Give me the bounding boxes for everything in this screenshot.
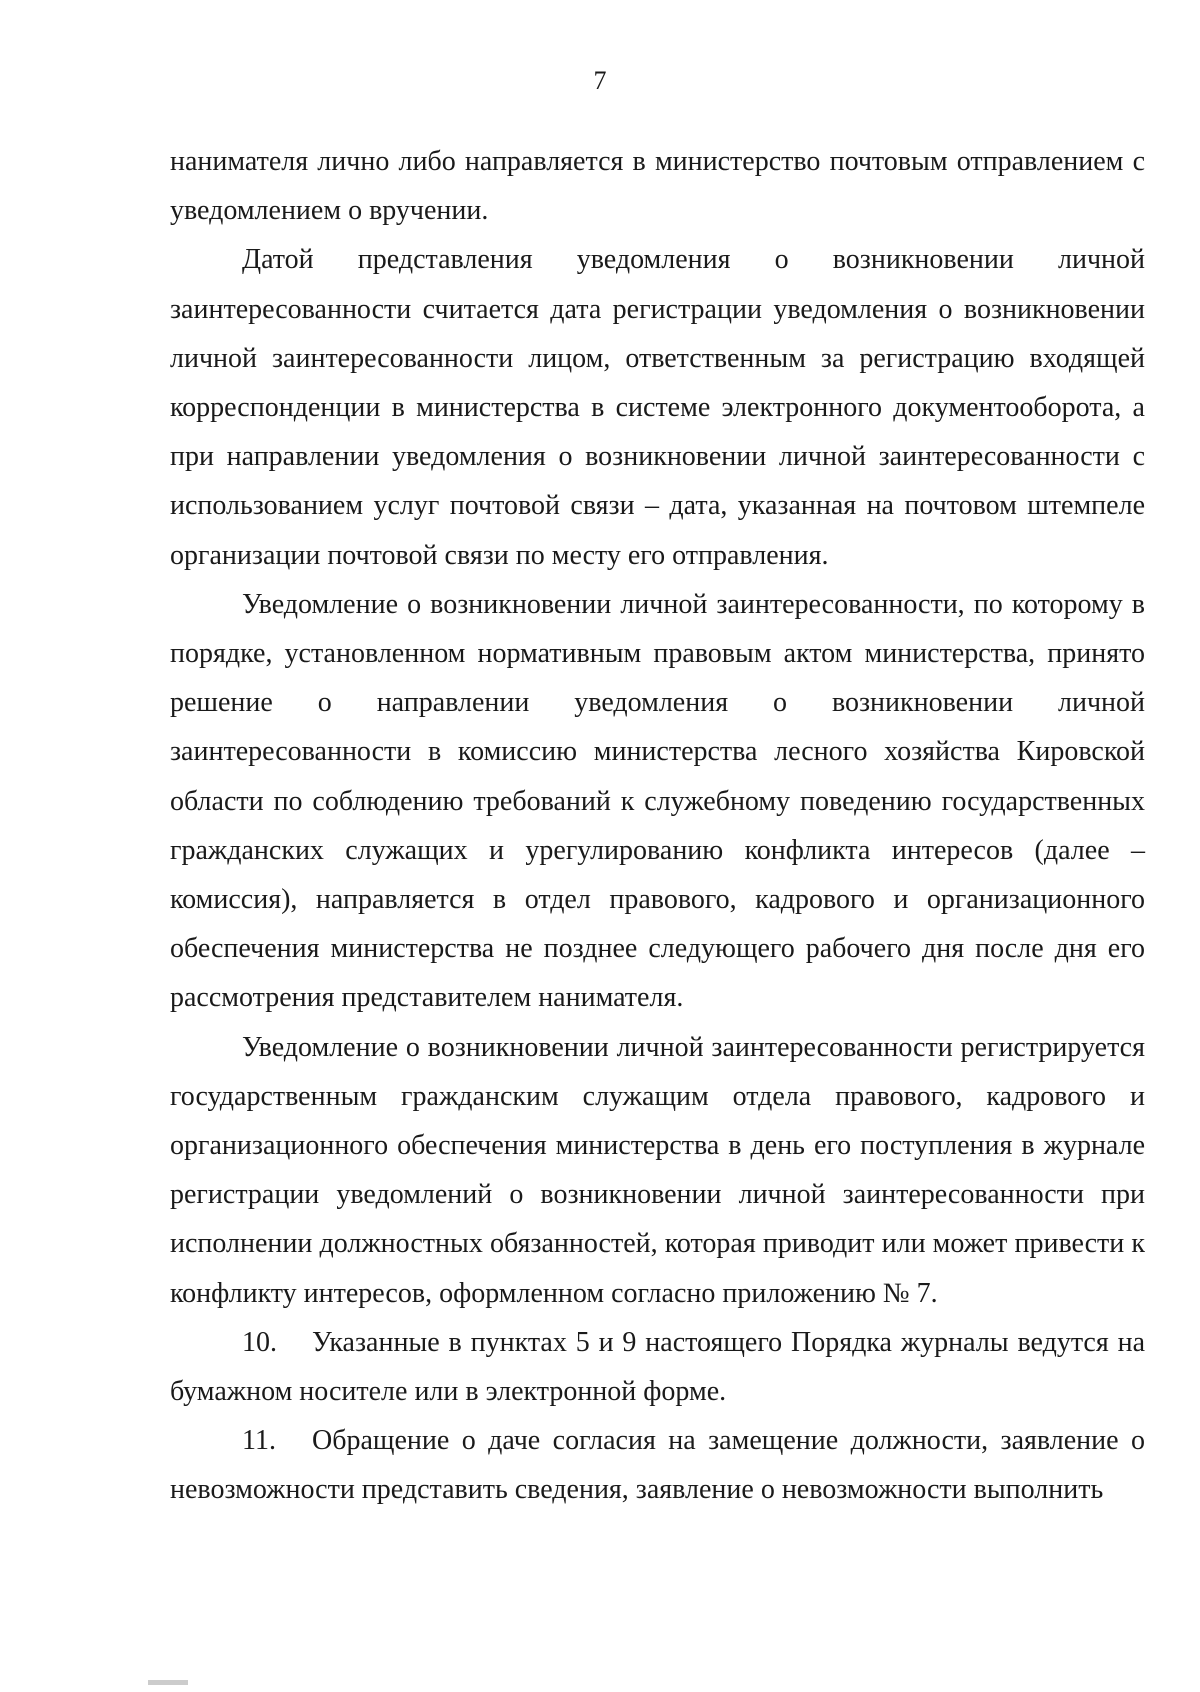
paragraph-text: Указанные в пунктах 5 и 9 настоящего Порядка журналы ведутся на бумажном носителе или в электронной форме. (170, 1326, 1145, 1408)
paragraph-text: Обращение о даче согласия на замещение должности, заявление о невозможности представить сведения, заявление о невозможности выполнить (170, 1425, 1145, 1506)
scan-edge-mark (148, 1680, 188, 1685)
list-item-10 (170, 1318, 1145, 1416)
list-item-11 (170, 1416, 1145, 1514)
paragraph-date-of-submission (170, 235, 1145, 579)
list-item-number: 11. (242, 1425, 276, 1457)
page-number: 7 (593, 66, 607, 95)
list-item-number: 10. (242, 1326, 277, 1358)
paragraph-text: Уведомление о возникновении личной заинтересованности, по которому в порядке, установленном нормативным правовым актом министерства, принято решение о направлении уведомления о возникновении личной заинтересованности в комиссию министерства лесного хозяйства Кировской области по соблюдению требований к служебному поведению государственных гражданских служащих и урегулированию конфликта интересов (далее – комиссия), направляется в отдел правового, кадрового и организационного обеспечения министерства не позднее следующего рабочего дня после дня его рассмотрения представителем нанимателя. (170, 588, 1145, 1014)
paragraph-text: нанимателя лично либо направляется в министерство почтовым отправлением с уведомлением о вручении. (170, 146, 1145, 227)
paragraph-commission-referral (170, 580, 1145, 1023)
paragraph-registration (170, 1023, 1145, 1318)
paragraph-continuation (170, 137, 1145, 235)
paragraph-text: Уведомление о возникновении личной заинтересованности регистрируется государственным гражданским служащим отдела правового, кадрового и организационного обеспечения министерства в день его поступления в журнале регистрации уведомлений о возникновении личной заинтересованности при исполнении должностных обязанностей, которая приводит или может привести к конфликту интересов, оформленном согласно приложению № 7. (170, 1031, 1145, 1309)
paragraph-text: Датой представления уведомления о возникновении личной заинтересованности считается дата регистрации уведомления о возникновении личной заинтересованности лицом, ответственным за регистрацию входящей корреспонденции в министерства в системе электронного документооборота, а при направлении уведомления о возникновении личной заинтересованности с использованием услуг почтовой связи – дата, указанная на почтовом штемпеле организации почтовой связи по месту его отправления. (170, 244, 1145, 571)
document-body (170, 137, 1145, 1515)
